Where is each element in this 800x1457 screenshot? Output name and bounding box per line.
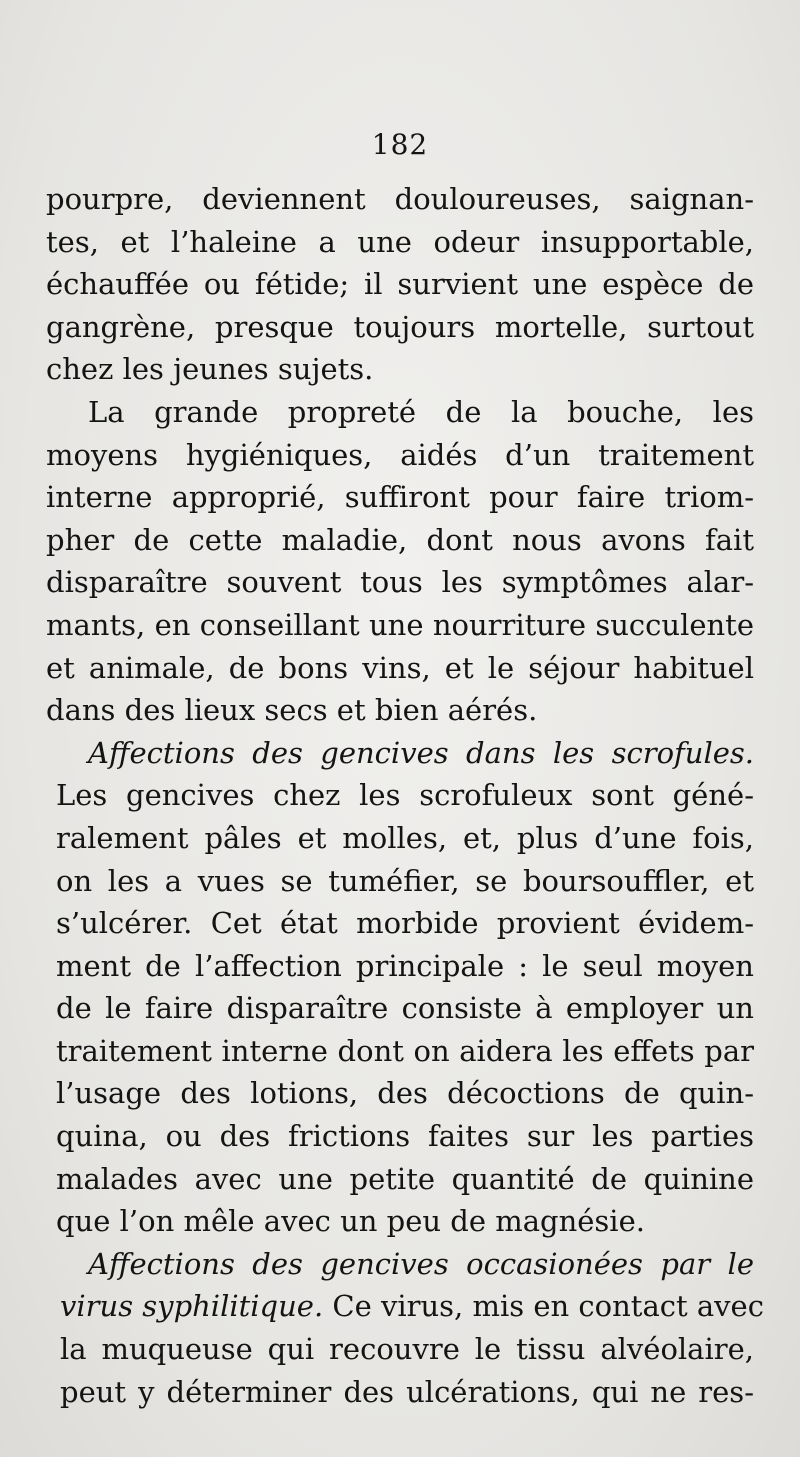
text-line: Les gencives chez les scrofuleux sont géné- xyxy=(56,778,754,813)
section-heading xyxy=(46,732,754,775)
text-line: la muqueuse qui recouvre le tissu alvéolaire, xyxy=(60,1332,754,1367)
text-line: pher de cette maladie, dont nous avons fait xyxy=(46,522,754,557)
section-heading-text: Affections des gencives dans les scrofules. xyxy=(88,735,754,770)
text-line xyxy=(46,1285,764,1328)
text-line: quina, ou des frictions faites sur les parties xyxy=(56,1119,754,1154)
text-line: et animale, de bons vins, et le séjour habituel xyxy=(46,650,754,685)
section-heading xyxy=(46,1243,754,1286)
text-line: ment de l’affection principale : le seul moyen xyxy=(56,948,754,983)
body-text xyxy=(46,178,764,1413)
text-line: pourpre, deviennent douloureuses, saignan- xyxy=(46,182,754,216)
text-line: dans des lieux secs et bien aérés. xyxy=(46,693,538,728)
section-heading-text: Affections des gencives occasionées par le xyxy=(88,1246,754,1281)
text-line: traitement interne dont on aidera les effets par xyxy=(56,1033,754,1068)
text-line: La grande propreté de la bouche, les xyxy=(88,394,754,429)
text-line: chez les jeunes sujets. xyxy=(46,352,374,387)
text-line: l’usage des lotions, des décoctions de quin- xyxy=(56,1076,754,1111)
text-line: de le faire disparaître consiste à employer un xyxy=(56,991,754,1026)
text-line: moyens hygiéniques, aidés d’un traitement xyxy=(46,437,754,472)
text-line: interne approprié, suffiront pour faire triom- xyxy=(46,480,754,515)
text-line: peut y déterminer des ulcérations, qui ne res- xyxy=(60,1374,754,1409)
text-line: mants, en conseillant une nourriture succulente xyxy=(46,607,754,642)
text-line: disparaître souvent tous les symptômes alar- xyxy=(46,565,754,600)
text-line: gangrène, presque toujours mortelle, surtout xyxy=(46,309,754,344)
text-line: on les a vues se tuméfier, se boursouffler, et xyxy=(56,863,754,898)
page-number: 182 xyxy=(371,128,429,161)
text-run: Ce virus, mis en contact avec xyxy=(323,1289,764,1324)
text-line: malades avec une petite quantité de quinine xyxy=(56,1161,754,1196)
text-line: ralement pâles et molles, et, plus d’une fois, xyxy=(56,820,754,855)
text-line: s’ulcérer. Cet état morbide provient évidem- xyxy=(56,906,754,941)
text-line: échauffée ou fétide; il survient une espèce de xyxy=(46,267,754,302)
text-line: tes, et l’haleine a une odeur insupportable, xyxy=(46,224,754,259)
text-line: que l’on mêle avec un peu de magnésie. xyxy=(56,1204,645,1239)
section-heading-text: virus syphilitique. xyxy=(60,1289,324,1324)
